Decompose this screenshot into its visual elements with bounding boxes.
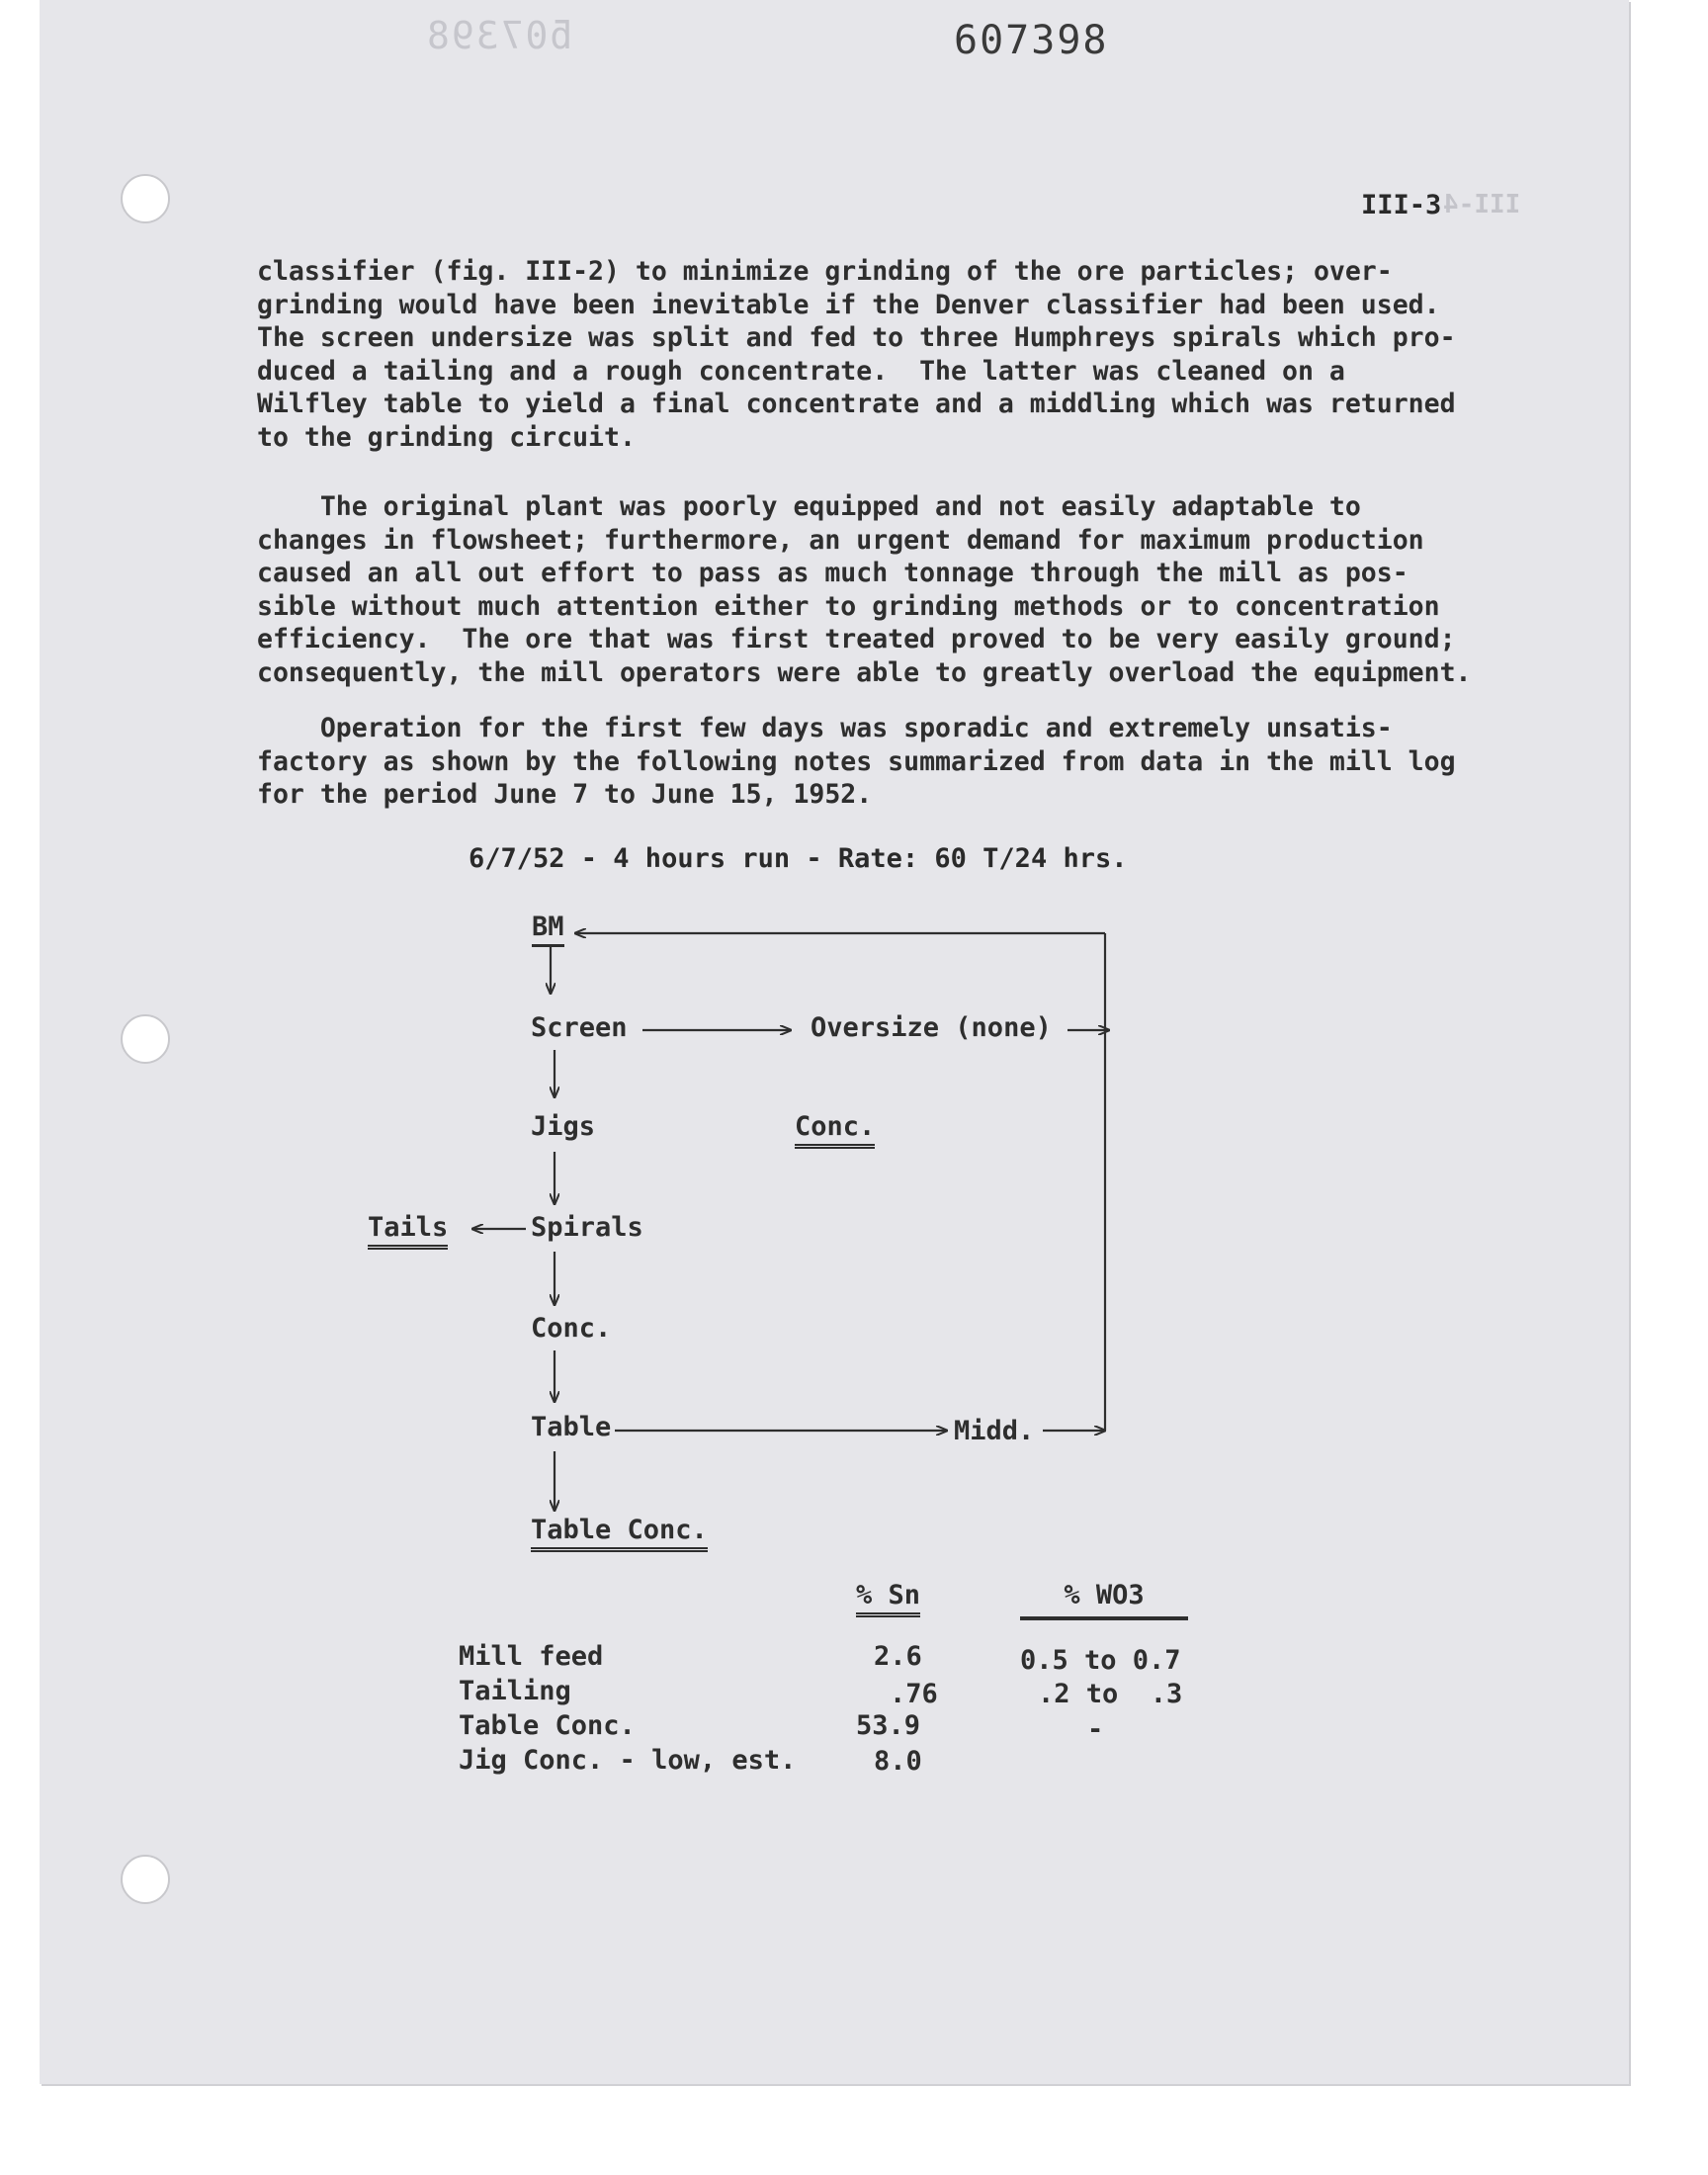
paragraph-3-line: for the period June 7 to June 15, 1952.	[257, 779, 873, 810]
paragraph-1-line: duced a tailing and a rough concentrate. The latter was cleaned on a	[257, 355, 1345, 387]
assay-row-wo3: 0.5 to 0.7	[1020, 1645, 1181, 1676]
paragraph-1-line: to the grinding circuit.	[257, 421, 636, 453]
assay-header-wo3	[1020, 1580, 1188, 1620]
paragraph-1-line: The screen undersize was split and fed to three Humphreys spirals which pro-	[257, 322, 1456, 353]
flow-node-midd: Midd.	[954, 1416, 1035, 1446]
paragraph-1-line: classifier (fig. III-2) to minimize grinding of the ore particles; over-	[257, 256, 1393, 287]
assay-header-sn-label: % Sn	[856, 1580, 920, 1617]
paragraph-2-line: consequently, the mill operators were able to greatly overload the equipment.	[257, 656, 1472, 688]
page-number: III-3	[1361, 190, 1442, 220]
paragraph-2-line: sible without much attention either to grinding methods or to concentration	[257, 590, 1440, 622]
bleed-through-number: ƃ07398	[425, 14, 573, 57]
flow-node-jigs: Jigs	[531, 1111, 596, 1142]
assay-row-label: Mill feed	[459, 1641, 604, 1672]
flow-node-tails-label: Tails	[368, 1212, 448, 1250]
assay-header-sn	[856, 1580, 920, 1610]
assay-row-label: Table Conc.	[459, 1710, 636, 1741]
flow-node-bm-label: BM	[532, 912, 564, 947]
assay-row-sn: 2.6	[874, 1641, 922, 1672]
assay-row-wo3: .2 to .3	[1038, 1679, 1183, 1709]
paragraph-2-line: caused an all out effort to pass as much tonnage through the mill as pos-	[257, 558, 1409, 588]
paragraph-2-line: The original plant was poorly equipped and not easily adaptable to	[257, 491, 1361, 522]
bleed-through-text: III-4	[1443, 190, 1521, 219]
assay-row-wo3: -	[1087, 1714, 1104, 1745]
paragraph-1-line: grinding would have been inevitable if the Denver classifier had been used.	[257, 289, 1440, 320]
paragraph-1-line: Wilfley table to yield a final concentrate and a middling which was returned	[257, 389, 1456, 419]
assay-row-label: Tailing	[459, 1676, 571, 1706]
flow-node-table-conc-label: Table Conc.	[531, 1515, 708, 1552]
flow-node-jigs-conc-label: Conc.	[795, 1111, 875, 1149]
flow-node-bm	[532, 912, 564, 942]
paragraph-3-line: Operation for the first few days was sporadic and extremely unsatis-	[257, 713, 1393, 743]
flow-node-table-conc	[531, 1515, 708, 1545]
assay-row-label: Jig Conc. - low, est.	[459, 1745, 797, 1776]
flow-node-table: Table	[531, 1412, 612, 1442]
flow-node-conc: Conc.	[531, 1313, 612, 1344]
document-number: 607398	[954, 18, 1109, 63]
run-summary-line: 6/7/52 - 4 hours run - Rate: 60 T/24 hrs.	[469, 843, 1128, 874]
assay-row-sn: 53.9	[856, 1710, 921, 1741]
assay-row-sn: 8.0	[874, 1746, 922, 1777]
paragraph-3-line: factory as shown by the following notes summarized from data in the mill log	[257, 745, 1456, 777]
flow-node-spirals: Spirals	[531, 1212, 643, 1243]
assay-header-wo3-label: % WO3	[1064, 1580, 1145, 1610]
flow-node-jigs-conc	[795, 1111, 875, 1142]
flow-node-tails	[368, 1212, 448, 1243]
paragraph-2-line: changes in flowsheet; furthermore, an urgent demand for maximum production	[257, 524, 1424, 556]
paragraph-2-line: efficiency. The ore that was first treated proved to be very easily ground;	[257, 624, 1456, 654]
flow-node-screen: Screen	[531, 1012, 628, 1043]
assay-row-sn: .76	[890, 1679, 938, 1709]
flow-node-oversize: Oversize (none)	[811, 1012, 1052, 1043]
